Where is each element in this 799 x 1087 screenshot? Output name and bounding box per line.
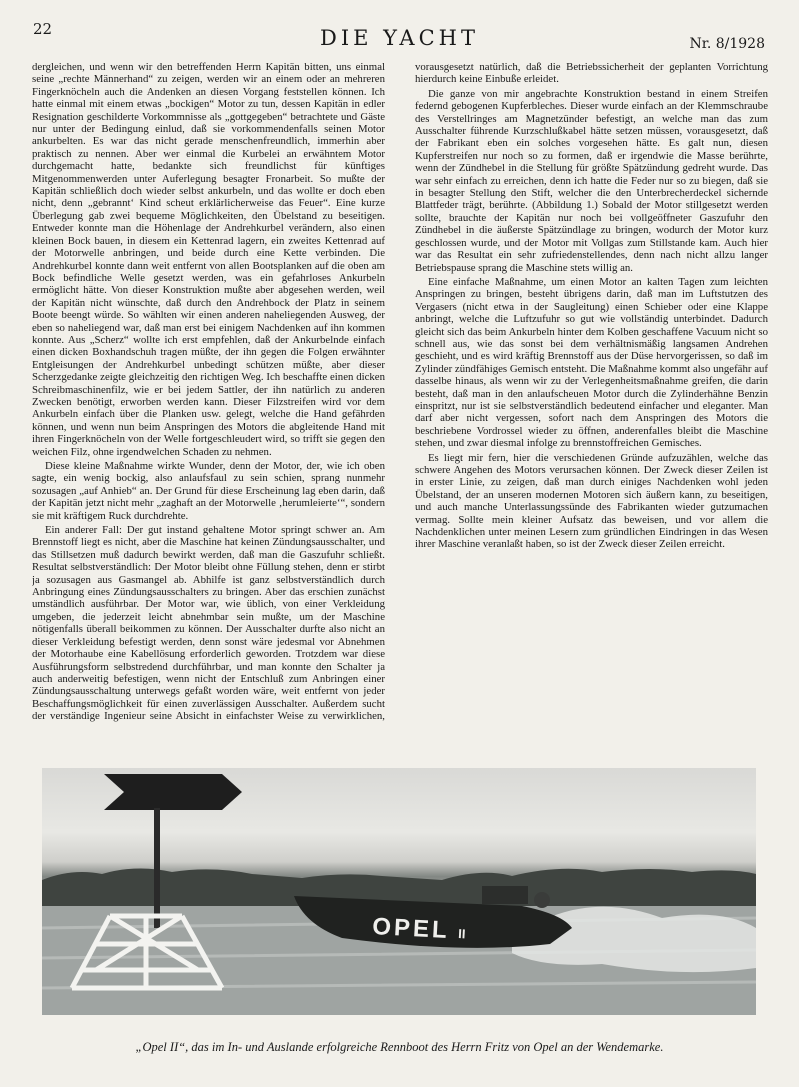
race-boat-photo (42, 768, 756, 1015)
article-paragraph: Diese kleine Maßnahme wirkte Wunder, denn der Motor, der, wie ich oben sagte, ein wenig bockig, also anlaufsfaul zu sein schien, sprang nunmehr sozusagen „auf Anhieb“ an. Der Grund für diese Erscheinung lag eben darin, daß der Kapitän jetzt nicht mehr „zaghaft an der Motorwelle ‚herumleierte‘“, sondern sie mit kräftigem Ruck durchdrehte. (32, 460, 385, 522)
journal-title: DIE YACHT (320, 26, 479, 50)
article-paragraph: Eine einfache Maßnahme, um einen Motor an kalten Tagen zum leichten Anspringen zu bringen, besteht übrigens darin, daß man im Luftstutzen des Vergasers (nicht etwa in der Saugleitung) einen Schieber oder eine Klappe anbringt, welche die Luftzufuhr so gut wie vollständig unterbindet. Dadurch gleicht sich das beim Ankurbeln hinter dem Kolben geschaffene Vacuum nicht so schnell aus, wie das sonst bei dem verhältnismäßig langsamen Andrehen geschieht, und es wird kräftig Brennstoff aus der Düse hervorgerissen, so daß im Zylinder zündfähiges Gemisch entsteht. Die Maßnahme kommt also ungefähr auf dasselbe hinaus, als wenn wir zu der Verlegenheitsmaßnahme greifen, die darin besteht, daß man in den anlaufscheuen Motor durch die Zylinderhähne Benzin einspritzt, nur ist sie selbstverständlich bedeutend einfacher und eleganter. Man darf aber nicht vergessen, sofort nach dem Anspringen des Motors die beschriebene Vordrossel wieder zu öffnen, anderenfalles bleibt die Maschine stehen, und zwar diesmal infolge zu brennstoffreichen Gemisches. (415, 275, 768, 450)
article-paragraph: Es liegt mir fern, hier die verschiedenen Gründe aufzuzählen, welche das schwere Angehen des Motors verursachen können. Der Zweck dieser Zeilen ist in erster Linie, zu zeigen, daß man durch einiges Nachdenken wohl jeden Übelstand, der an unseren modernen Motoren sich äußern kann, zu beseitigen, und auch manche Unterlassungssünde des Fabrikanten wieder gutzumachen vermag. Sollte mein kleiner Aufsatz das beweisen, und vor allem die Nachdenklichen unter meinen Lesern zum gründlichen Eindringen in das Wesen ihrer Maschine veranlaßt haben, so ist der Zweck dieser Zeilen erreicht. (415, 451, 768, 551)
issue-number: Nr. 8/1928 (689, 36, 765, 52)
page-number: 22 (33, 20, 53, 38)
hull-numeral: II (457, 926, 466, 942)
turning-mark-post (154, 808, 160, 928)
article-paragraph: Die ganze von mir angebrachte Konstruktion bestand in einem Streifen federnd gebogenen Kupferbleches. Dieser wurde einfach an der Klemmschraube des Verstellringes am Magnetzünder befestigt, an welche man das zum Ausschalter führende Kurzschlußkabel hätte setzen müssen, vorausgesetzt, daß der Fabrikant eben ein solches vorgesehen hätte. Es galt nun, diesen Kupferstreifen nur noch so zu formen, daß er irgendwie die Masse berührte, wenn der Zündhebel in die Stellung für größte Spätzündung gedreht wurde. Das war sehr einfach zu erreichen, denn ich hatte die Feder nur so zu biegen, daß sie in besagter Stellung den Stift, welcher die den Unterbrecherdeckel sichernde Blattfeder trägt, berührte. (Abbildung 1.) Sobald der Motor stillgesetzt werden sollte, brauchte der Kapitän nur noch bei vollgeöffneter Gaszufuhr den Zündhebel in die äußerste Spätzündlage zu bringen, wodurch der Motor kurz geschlossen wurde, und der Motor mit Vollgas zum Stillstande kam. Auch hier war das Resultat ein sehr zufriedenstellendes, denn nach nicht allzu langer Betriebspause sprang die Maschine stets willig an. (415, 87, 768, 274)
turning-mark-sign (104, 774, 242, 810)
article-paragraph: dergleichen, und wenn wir den betreffenden Herrn Kapitän bitten, uns einmal seine „rechte Männerhand“ zu zeigen, werden wir an einem oder an mehreren Fingerknöcheln auch die Andenken an diesen Vorgang feststellen können. Ich hatte einmal mit einem etwas „bockigen“ Motor zu tun, dessen Kapitän in edler Resignation geschilderte Vorkommnisse als „gottgegeben“ betrachtete und Gäste nur unter der Bedingung einlud, daß sie vorkommendenfalls seinen Motor ankurbelten. Es war das nicht gerade menschenfreundlich, immerhin aber praktisch zu nennen. Aber wer einmal die Kurbelei an erwähntem Motor durchgemacht hatte, bedankte sich freundlichst für künftiges Mitgenommenwerden unter Auferlegung besagter Fronarbeit. So mußte der Kapitän schließlich doch wieder selbst ankurbeln, und das wollte er doch eben nicht, denn „gebrannt‘ Kind scheut erklärlicherweise das Feuer“. Eine kurze Überlegung gab zwei bequeme Möglichkeiten, den Übelstand zu beseitigen. Entweder konnte man die Höhenlage der Andrehkurbel verändern, also einen kleinen Bock bauen, in diesem ein Kettenrad lagern, ein zweites Kettenrad auf der Motorwelle anbringen, und beide durch eine Kette verbinden. Die Andrehkurbel konnte dann weit entfernt von allen Bootsplanken auf die oben am Bock befindliche Welle gesetzt werden, was ein gefahrloses Ankurbeln ermöglicht hätte. Von dieser Konstruktion mußte aber abgesehen werden, weil der Kapitän nicht wünschte, daß durch den Andrehbock der Platz in seinem Boote beengt würde. So wählten wir einen anderen naheliegenden Ausweg, der eben so naheliegend war, daß man erst bei einigem Nachdenken auf ihn kommen konnte. Aus „Scherz“ wollte ich erst empfehlen, daß der Ankurbelnde einfach einen dicken Boxhandschuh tragen müßte, der ihn gegen die Folgen erwähnter Entgleisungen der Andrehkurbel unbedingt schützen müßte, aber dieser Scherzgedanke zeigte gleichzeitig den richtigen Weg. Ich beschaffte einen dicken Schreibmaschinenfilz, wie er bei jedem Sattler, der ihn natürlich zu anderen Zwecken benötigt, erworben werden kann. Dieser Filzstreifen wird vor dem Ankurbeln einfach über die Planken usw. gelegt, welche die Hand gefährden können, und wenn nun beim Anspringen des Motors die abgleitende Hand mit ihren Fingerknöcheln von der Welle fortgeschleudert wird, so trifft sie gegen den weichen Filz, ohne irgendwelchen Schaden zu nehmen. (32, 61, 385, 458)
driver (534, 892, 550, 908)
boat-cockpit (482, 886, 528, 904)
article-body (32, 61, 768, 725)
photo-caption: „Opel II“, das im In- und Auslande erfolgreiche Rennboot des Herrn Fritz von Opel an der Wendemarke. (135, 1040, 664, 1054)
hull-lettering: OPEL (371, 913, 451, 945)
article-paragraph: Ein anderer Fall: Der gut instand gehaltene Motor springt schwer an. Am Brennstoff liegt es nicht, aber die Maschine hat keinen Zündungsausschalter, und das Stillsetzen muß dadurch bewirkt werden, daß man die Gaszufuhr schließt. Resultat selbstverständlich: Der Motor bleibt ohne Füllung stehen, denn er stirbt ja sozusagen aus Gasmangel ab. Abhilfe ist ganz selbstverständlich durch Anbringung eines Zündungsausschalters zu bringen. Aber das erschien zunächst umständlich ausführbar. Der Motor war, wie üblich, von einer Verkleidung umgeben, die jederzeit leicht abnehmbar sein mußte, um der Maschine nötigenfalls überall beikommen zu können. Der Ausschalter durfte also nicht an dieser Verkleidung befestigt werden, denn sonst wäre jedesmal vor Abnehmen der Motorhaube eine Kabellösung erforderlich geworden. Trotzdem war diese Ausführungsform selbstredend durchführbar, und man konnte den Schalter ja auch anderweitig befestigen, wenn nicht der Entschluß zum Anbringen einer Zündungsausschaltung unterwegs gefaßt worden wäre, weit entfernt von jeder Beschaffungsmöglichkeit für einen zuverlässigen Ausschalter. Außerdem sucht der verständige Ingenieur seine Absicht in einfachster Weise zu verwirklichen, vorausgesetzt natürlich, daß die Betriebssicherheit der geplanten Vorrichtung hierdurch keine Einbuße erleidet. (32, 61, 768, 723)
